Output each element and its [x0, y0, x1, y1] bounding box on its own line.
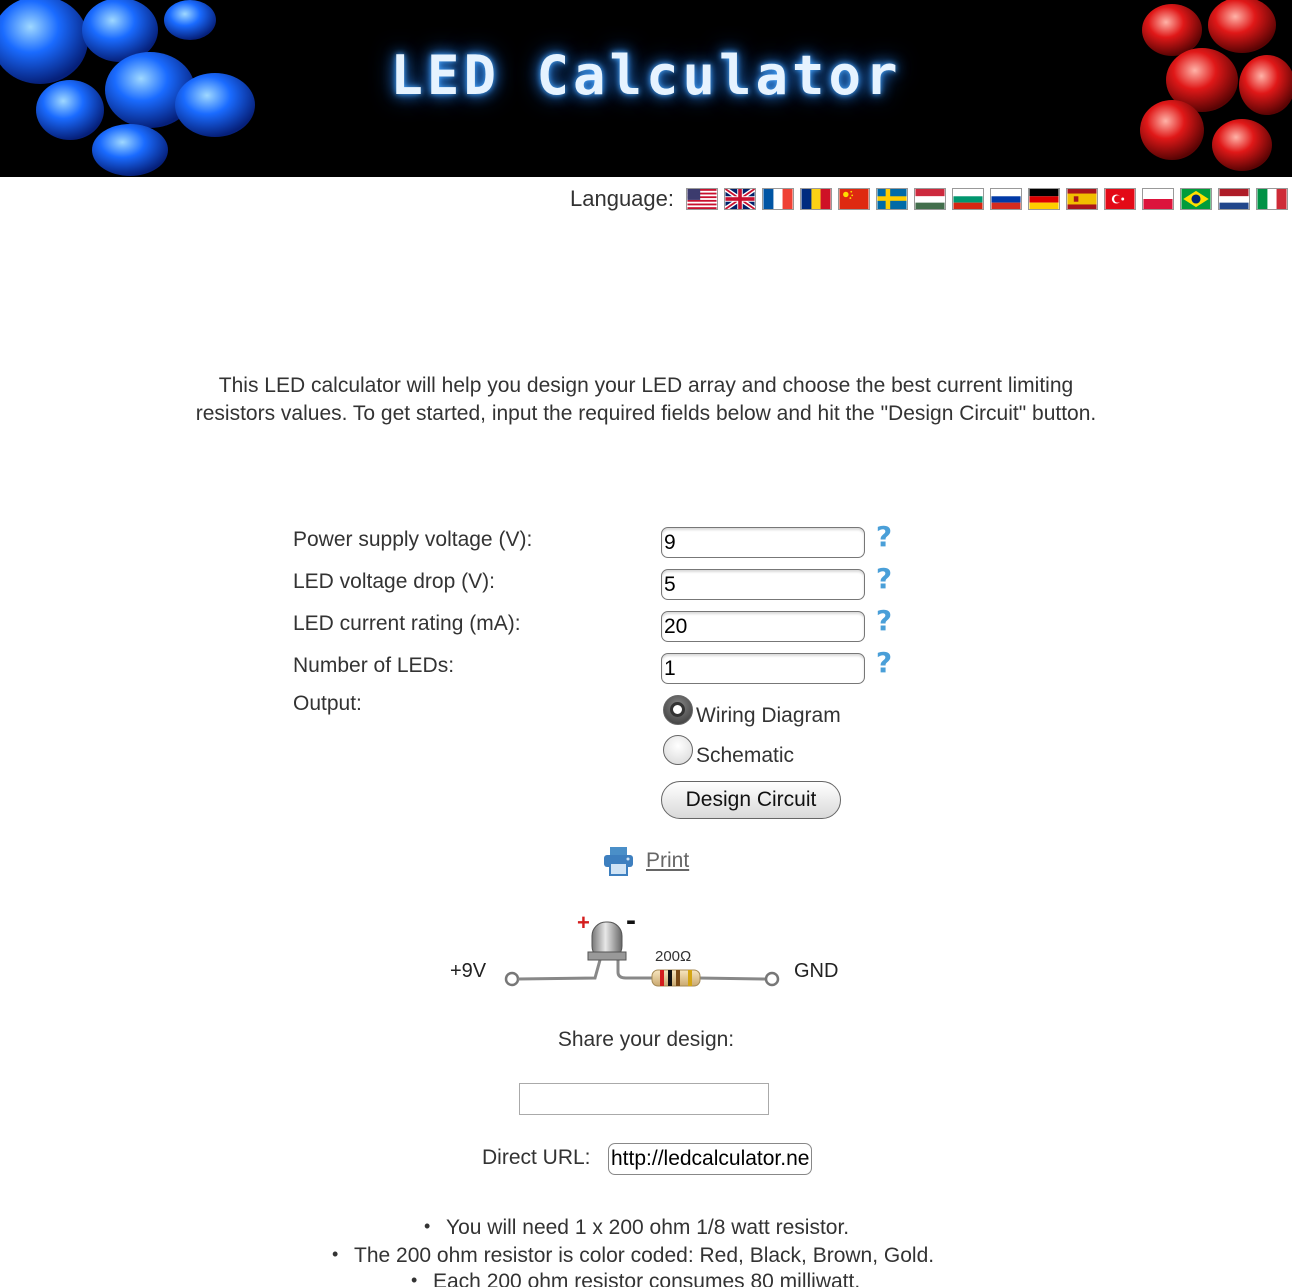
flag-france-icon[interactable] [762, 188, 794, 210]
led-count-help-icon[interactable]: ? [875, 646, 893, 679]
printer-icon [603, 846, 634, 876]
share-title: Share your design: [557, 1028, 735, 1051]
led-voltage-input[interactable] [661, 569, 865, 600]
flag-sweden-icon[interactable] [876, 188, 908, 210]
flag-italy-icon[interactable] [1256, 188, 1288, 210]
flag-russia-icon[interactable] [990, 188, 1022, 210]
banner-title: LED Calculator [390, 44, 902, 107]
resistor-value-label: 200Ω [655, 948, 692, 965]
share-buttons-box[interactable] [519, 1083, 769, 1115]
flag-poland-icon[interactable] [1142, 188, 1174, 210]
flag-hungary-icon[interactable] [914, 188, 946, 210]
language-label: Language: [570, 186, 674, 211]
supply-voltage-label: Power supply voltage (V): [293, 528, 533, 551]
flag-spain-icon[interactable] [1066, 188, 1098, 210]
direct-url-label: Direct URL: [482, 1146, 591, 1169]
supply-voltage-input[interactable] [661, 527, 865, 558]
direct-url-input[interactable] [608, 1143, 812, 1175]
result-item-resistor-count: • You will need 1 x 200 ohm 1/8 watt resistor. [446, 1216, 849, 1240]
wiring-diagram [440, 904, 860, 1002]
header-banner [0, 0, 1292, 177]
flag-germany-icon[interactable] [1028, 188, 1060, 210]
result-item-power: • Each 200 ohm resistor consumes 80 milliwatt. [433, 1270, 860, 1287]
flag-turkey-icon[interactable] [1104, 188, 1136, 210]
design-circuit-button[interactable]: Design Circuit [661, 781, 841, 819]
supply-voltage-help-icon[interactable]: ? [875, 520, 893, 553]
flag-romania-icon[interactable] [800, 188, 832, 210]
supply-voltage-terminal-label: +9V [450, 960, 487, 982]
flag-netherlands-icon[interactable] [1218, 188, 1250, 210]
output-label: Output: [293, 692, 362, 715]
flag-uk-icon[interactable] [724, 188, 756, 210]
intro-text: This LED calculator will help you design your LED array and choose the best current limiting resistors values. To get started, input the required fields below and hit the "Design Circuit" button. [195, 374, 1097, 425]
print-label[interactable]: Print [646, 849, 690, 872]
led-count-label: Number of LEDs: [293, 654, 455, 677]
language-selector [570, 186, 1288, 212]
wiring-diagram-label[interactable]: Wiring Diagram [696, 704, 841, 727]
led-count-input[interactable] [661, 653, 865, 684]
led-current-label: LED current rating (mA): [293, 612, 521, 635]
result-item-color-code: • The 200 ohm resistor is color coded: Red, Black, Brown, Gold. [354, 1244, 934, 1268]
led-current-input[interactable] [661, 611, 865, 642]
ground-terminal-label: GND [794, 960, 839, 982]
flag-usa-icon[interactable] [686, 188, 718, 210]
flag-china-icon[interactable] [838, 188, 870, 210]
led-voltage-help-icon[interactable]: ? [875, 562, 893, 595]
led-current-help-icon[interactable]: ? [875, 604, 893, 637]
circuit-drawing [440, 912, 860, 1002]
wiring-diagram-radio[interactable] [663, 695, 693, 725]
flag-brazil-icon[interactable] [1180, 188, 1212, 210]
led-voltage-label: LED voltage drop (V): [293, 570, 495, 593]
schematic-label[interactable]: Schematic [696, 744, 795, 767]
red-leds-image [1132, 0, 1292, 177]
led-plus-sign: + [577, 910, 590, 935]
schematic-radio[interactable] [663, 735, 693, 765]
led-minus-sign: - [626, 904, 636, 937]
print-link[interactable] [603, 845, 689, 877]
flag-bulgaria-icon[interactable] [952, 188, 984, 210]
